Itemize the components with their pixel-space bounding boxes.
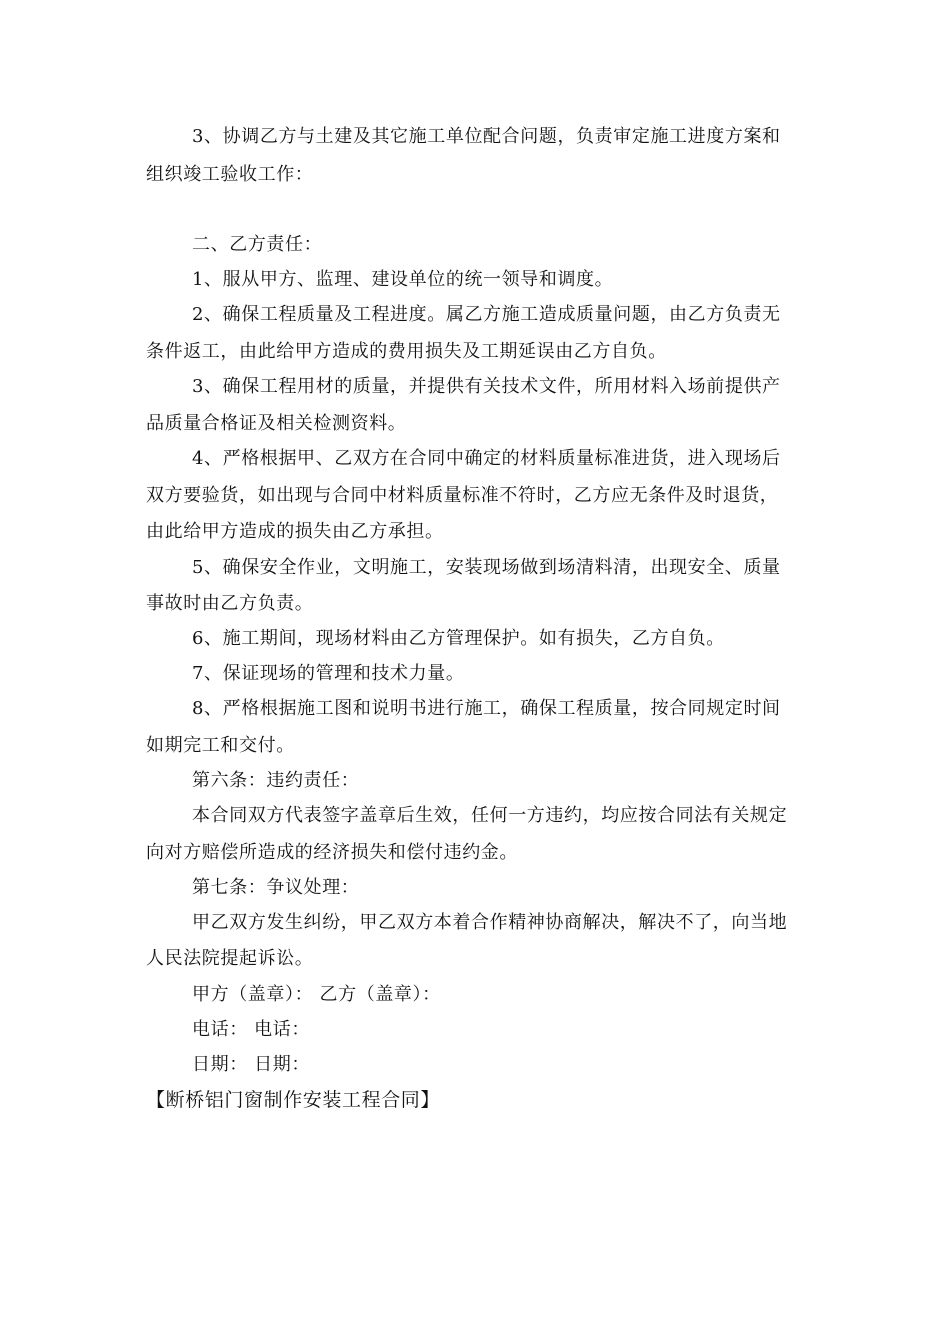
paragraph-line: 向对方赔偿所造成的经济损失和偿付违约金。 [146,842,518,863]
paragraph-line: 由此给甲方造成的损失由乙方承担。 [146,521,444,542]
paragraph-line: 事故时由乙方负责。 [146,593,314,614]
paragraph-line: 3、协调乙方与土建及其它施工单位配合问题，负责审定施工进度方案和 [192,126,781,147]
paragraph-line: 本合同双方代表签字盖章后生效，任何一方违约，均应按合同法有关规定 [192,805,788,826]
paragraph-line: 组织竣工验收工作： [146,164,314,185]
paragraph-line: 5、确保安全作业，文明施工，安装现场做到场清料清，出现安全、质量 [192,557,781,578]
paragraph-line: 人民法院提起诉讼。 [146,948,314,969]
date-line: 日期： 日期： [192,1054,310,1075]
article-heading: 第六条：违约责任： [192,770,360,791]
paragraph-line: 如期完工和交付。 [146,735,295,756]
paragraph-line: 3、确保工程用材的质量，并提供有关技术文件，所用材料入场前提供产 [192,376,781,397]
section-heading: 二、乙方责任： [192,234,323,255]
paragraph-line: 品质量合格证及相关检测资料。 [146,413,407,434]
paragraph-line: 8、严格根据施工图和说明书进行施工，确保工程质量，按合同规定时间 [192,698,781,719]
paragraph-line: 6、施工期间，现场材料由乙方管理保护。如有损失，乙方自负。 [192,628,725,649]
paragraph-line: 2、确保工程质量及工程进度。属乙方施工造成质量问题，由乙方负责无 [192,304,781,325]
paragraph-line: 甲乙双方发生纠纷，甲乙双方本着合作精神协商解决，解决不了，向当地 [192,912,788,933]
paragraph-line: 1、服从甲方、监理、建设单位的统一领导和调度。 [192,269,614,290]
paragraph-line: 双方要验货，如出现与合同中材料质量标准不符时，乙方应无条件及时退货， [146,485,779,506]
phone-line: 电话： 电话： [192,1019,310,1040]
article-heading: 第七条：争议处理： [192,877,360,898]
paragraph-line: 4、严格根据甲、乙双方在合同中确定的材料质量标准进货，进入现场后 [192,448,781,469]
paragraph-line: 条件返工，由此给甲方造成的费用损失及工期延误由乙方自负。 [146,341,667,362]
signature-line: 甲方（盖章）： 乙方（盖章）： [192,984,441,1005]
contract-title: 【断桥铝门窗制作安装工程合同】 [146,1089,441,1111]
paragraph-line: 7、保证现场的管理和技术力量。 [192,663,465,684]
